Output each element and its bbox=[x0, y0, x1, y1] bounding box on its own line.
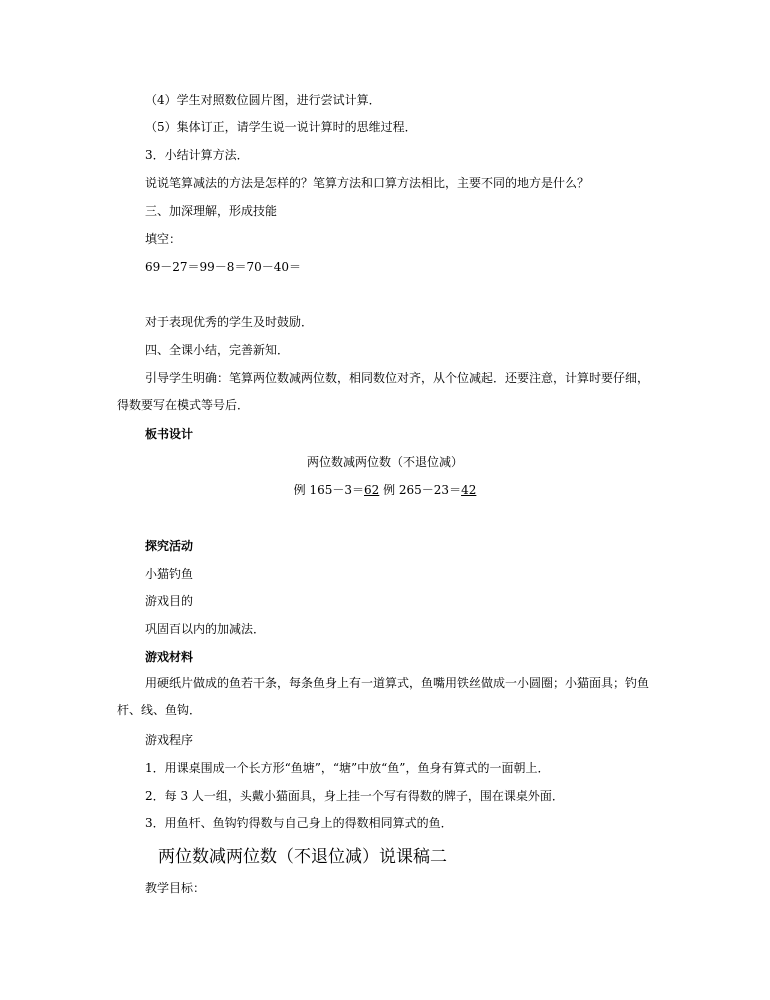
game-goal-label: 游戏目的 bbox=[145, 594, 194, 608]
paragraph bbox=[117, 365, 652, 419]
section-heading: 四、全课小结，完善新知． bbox=[145, 343, 290, 357]
text-line: 说说笔算减法的方法是怎样的？笔算方法和口算方法相比，主要不同的地方是什么？ bbox=[145, 176, 590, 190]
example-1: 例 165－3＝ bbox=[293, 483, 364, 497]
procedure-label: 游戏程序 bbox=[145, 733, 194, 747]
game-name: 小猫钓鱼 bbox=[145, 567, 194, 581]
example-1-answer: 62 bbox=[363, 483, 380, 497]
document-title: 两位数减两位数（不退位减）说课稿二 bbox=[158, 847, 447, 867]
step-item: 3．用鱼杆、鱼钩钓得数与自己身上的得数相同算式的鱼． bbox=[145, 816, 453, 830]
paragraph-text: 引导学生明确：笔算两位数减两位数，相同数位对齐，从个位减起．还要注意，计算时要仔细，得数要写在模式等号后． bbox=[117, 371, 650, 412]
step-item: 2．每 3 人一组，头戴小猫面具，身上挂一个写有得数的牌子，围在课桌外面． bbox=[145, 789, 564, 803]
step-item: 1．用课桌围成一个长方形“鱼塘”，“塘”中放“鱼”，鱼身有算式的一面朝上． bbox=[145, 761, 550, 775]
objectives-label: 教学目标： bbox=[145, 881, 206, 895]
board-examples bbox=[0, 482, 770, 498]
text-line: （5）集体订正，请学生说一说计算时的思维过程． bbox=[145, 120, 417, 134]
text-line: 3．小结计算方法． bbox=[145, 148, 249, 162]
text-line: （4）学生对照数位圆片图，进行尝试计算． bbox=[145, 93, 381, 107]
game-goal: 巩固百以内的加减法． bbox=[145, 622, 266, 636]
text-line: 填空： bbox=[145, 232, 182, 246]
board-title: 两位数减两位数（不退位减） bbox=[306, 455, 463, 469]
explore-heading: 探究活动 bbox=[145, 539, 194, 553]
paragraph bbox=[117, 670, 652, 724]
equation-line: 69－27＝99－8＝70－40＝ bbox=[145, 260, 301, 274]
section-heading: 三、加深理解，形成技能 bbox=[145, 204, 278, 218]
example-2-answer: 42 bbox=[461, 483, 477, 497]
example-2: 例 265－23＝ bbox=[379, 483, 462, 497]
paragraph-text: 用硬纸片做成的鱼若干条，每条鱼身上有一道算式，鱼嘴用铁丝做成一小圆圈；小猫面具；钓鱼杆、线、鱼钩． bbox=[117, 676, 650, 717]
text-line: 对于表现优秀的学生及时鼓励． bbox=[145, 315, 314, 329]
board-design-heading: 板书设计 bbox=[145, 427, 194, 441]
materials-heading: 游戏材料 bbox=[145, 650, 194, 664]
